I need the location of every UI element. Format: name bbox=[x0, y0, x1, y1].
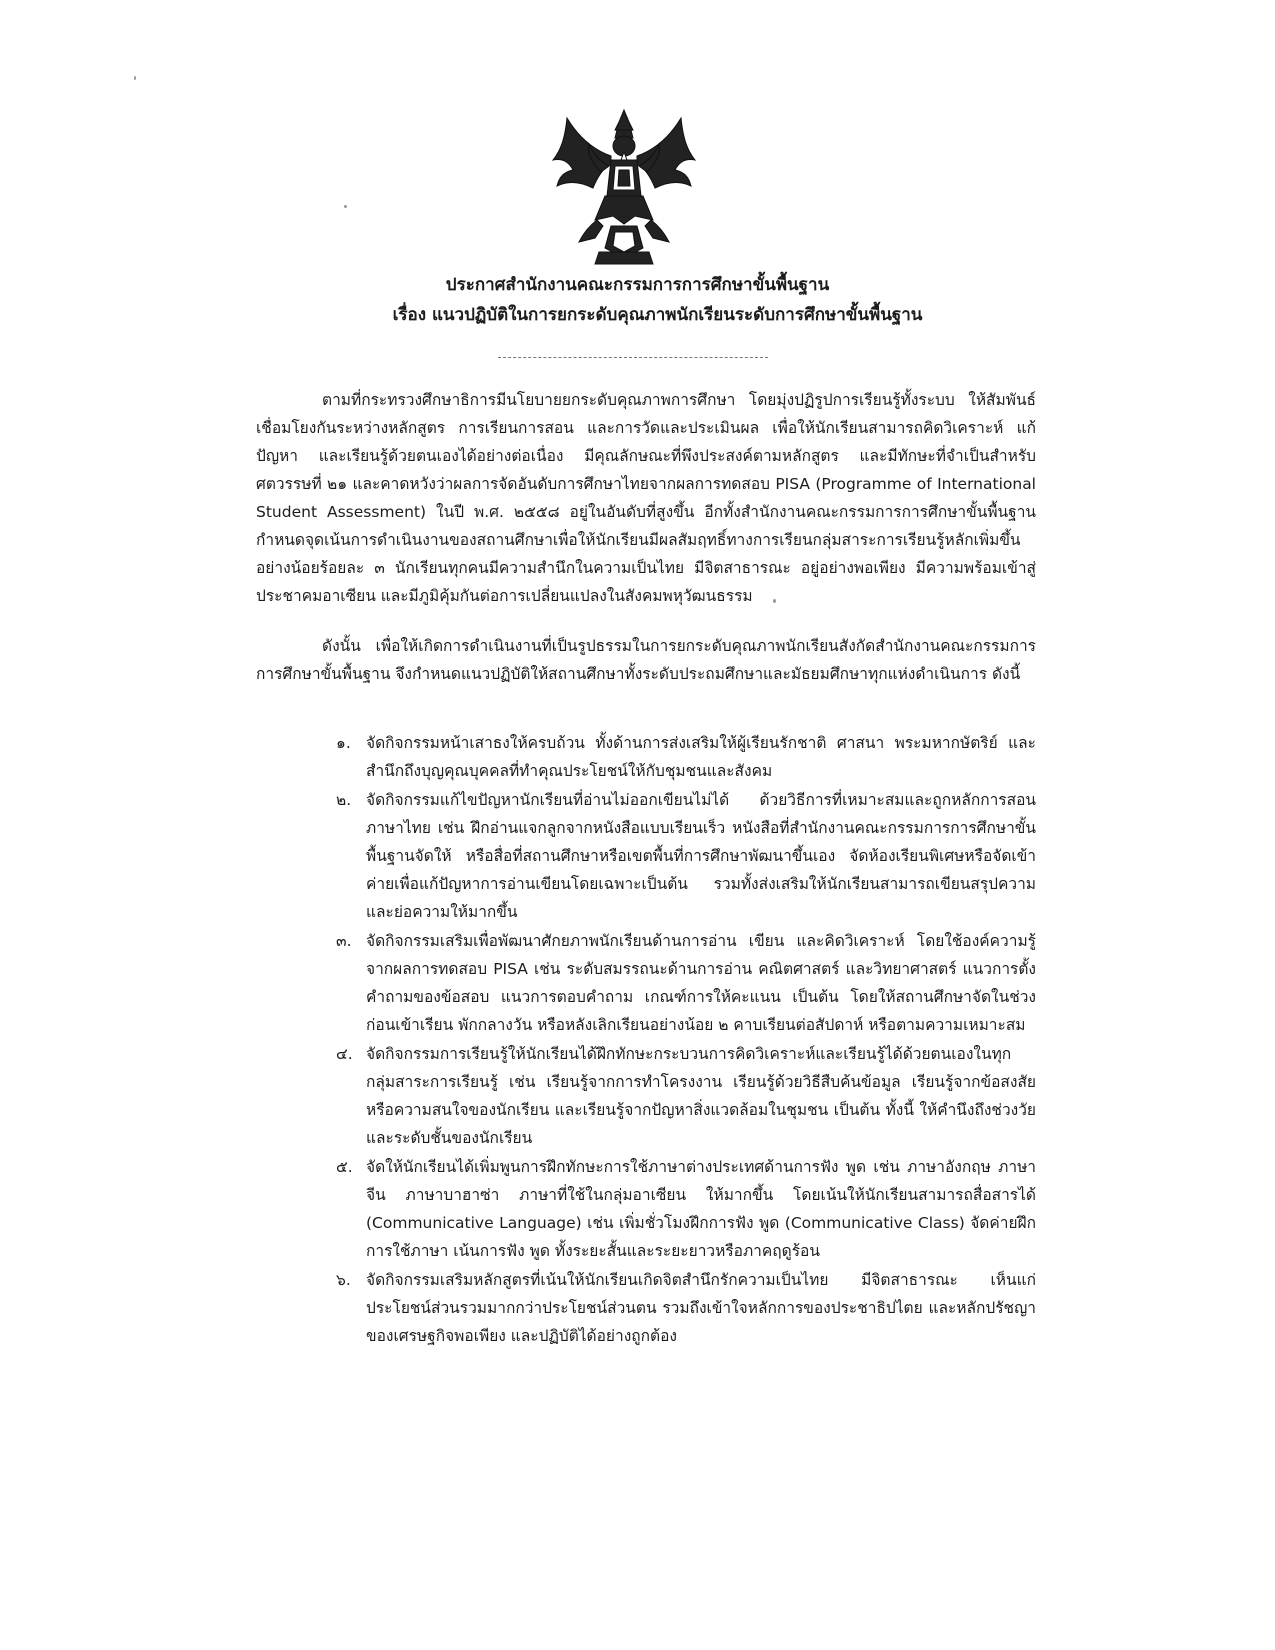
item-number: ๔. bbox=[336, 1045, 353, 1063]
list-item bbox=[336, 927, 1036, 1039]
item-number: ๖. bbox=[336, 1271, 351, 1289]
scan-speck bbox=[773, 599, 776, 603]
item-text: จัดกิจกรรมแก้ไขปัญหานักเรียนที่อ่านไม่ออกเขียนไม่ได้ ด้วยวิธีการที่เหมาะสมและถูกหลักการสอนภาษาไทย เช่น ฝึกอ่านแจกลูกจากหนังสือแบบเรียนเร็ว หนังสือที่สำนักงานคณะกรรมการการศึกษาขั้นพื้นฐานจัดให้ หรือสื่อที่สถานศึกษาหรือเขตพื้นที่การศึกษาพัฒนาขึ้นเอง จัดห้องเรียนพิเศษหรือจัดเข้าค่ายเพื่อแก้ปัญหาการอ่านเขียนโดยเฉพาะเป็นต้น รวมทั้งส่งเสริมให้นักเรียนสามารถเขียนสรุปความและย่อความให้มากขึ้น bbox=[366, 791, 1036, 921]
scan-speck bbox=[344, 205, 347, 208]
list-item bbox=[336, 729, 1036, 785]
list-item bbox=[336, 786, 1036, 926]
item-text: จัดกิจกรรมการเรียนรู้ให้นักเรียนได้ฝึกทักษะกระบวนการคิดวิเคราะห์และเรียนรู้ได้ด้วยตนเองในทุกกลุ่มสาระการเรียนรู้ เช่น เรียนรู้จากการทำโครงงาน เรียนรู้ด้วยวิธีสืบค้นข้อมูล เรียนรู้จากข้อสงสัยหรือความสนใจของนักเรียน และเรียนรู้จากปัญหาสิ่งแวดล้อมในชุมชน เป็นต้น ทั้งนี้ ให้คำนึงถึงช่วงวัยและระดับชั้นของนักเรียน bbox=[366, 1045, 1036, 1147]
item-number: ๑. bbox=[336, 734, 351, 752]
item-number: ๕. bbox=[336, 1158, 353, 1176]
item-text: จัดกิจกรรมเสริมหลักสูตรที่เน้นให้นักเรียนเกิดจิตสำนึกรักความเป็นไทย มีจิตสาธารณะ เห็นแก่ประโยชน์ส่วนรวมมากกว่าประโยชน์ส่วนตน รวมถึงเข้าใจหลักการของประชาธิปไตย และหลักปรัชญาของเศรษฐกิจพอเพียง และปฏิบัติได้อย่างถูกต้อง bbox=[366, 1271, 1036, 1345]
item-text: จัดให้นักเรียนได้เพิ่มพูนการฝึกทักษะการใช้ภาษาต่างประเทศด้านการฟัง พูด เช่น ภาษาอังกฤษ ภาษาจีน ภาษาบาฮาซ่า ภาษาที่ใช้ในกลุ่มอาเซียน ให้มากขึ้น โดยเน้นให้นักเรียนสามารถสื่อสารได้ (Communicative Language) เช่น เพิ่มชั่วโมงฝึกการฟัง พูด (Communicative Class) จัดค่ายฝึกการใช้ภาษา เน้นการฟัง พูด ทั้งระยะสั้นและระยะยาวหรือภาคฤดูร้อน bbox=[366, 1158, 1036, 1260]
item-text: จัดกิจกรรมเสริมเพื่อพัฒนาศักยภาพนักเรียนด้านการอ่าน เขียน และคิดวิเคราะห์ โดยใช้องค์ความรู้จากผลการทดสอบ PISA เช่น ระดับสมรรถนะด้านการอ่าน คณิตศาสตร์ และวิทยาศาสตร์ แนวการตั้งคำถามของข้อสอบ แนวการตอบคำถาม เกณฑ์การให้คะแนน เป็นต้น โดยให้สถานศึกษาจัดในช่วงก่อนเข้าเรียน พักกลางวัน หรือหลังเลิกเรียนอย่างน้อย ๒ คาบเรียนต่อสัปดาห์ หรือตามความเหมาะสม bbox=[366, 932, 1036, 1034]
paragraph-intro: ตามที่กระทรวงศึกษาธิการมีนโยบายยกระดับคุณภาพการศึกษา โดยมุ่งปฏิรูปการเรียนรู้ทั้งระบบ ให้สัมพันธ์เชื่อมโยงกันระหว่างหลักสูตร การเรียนการสอน และการวัดและประเมินผล เพื่อให้นักเรียนสามารถคิดวิเคราะห์ แก้ปัญหา และเรียนรู้ด้วยตนเองได้อย่างต่อเนื่อง มีคุณลักษณะที่พึงประสงค์ตามหลักสูตร และมีทักษะที่จำเป็นสำหรับศตวรรษที่ ๒๑ และคาดหวังว่าผลการจัดอันดับการศึกษาไทยจากผลการทดสอบ PISA (Programme of International Student Assessment) ในปี พ.ศ. ๒๕๕๘ อยู่ในอันดับที่สูงขึ้น อีกทั้งสำนักงานคณะกรรมการการศึกษาขั้นพื้นฐานกำหนดจุดเน้นการดำเนินงานของสถานศึกษาเพื่อให้นักเรียนมีผลสัมฤทธิ์ทางการเรียนกลุ่มสาระการเรียนรู้หลักเพิ่มขึ้นอย่างน้อยร้อยละ ๓ นักเรียนทุกคนมีความสำนึกในความเป็นไทย มีจิตสาธารณะ อยู่อย่างพอเพียง มีความพร้อมเข้าสู่ประชาคมอาเซียน และมีภูมิคุ้มกันต่อการเปลี่ยนแปลงในสังคมพหุวัฒนธรรม bbox=[256, 391, 1036, 605]
list-item bbox=[336, 1266, 1036, 1350]
issuer-title: ประกาศสำนักงานคณะกรรมการการศึกษาขั้นพื้นฐาน bbox=[445, 275, 830, 295]
scan-speck bbox=[134, 76, 136, 80]
guideline-list bbox=[336, 729, 1036, 1351]
item-number: ๒. bbox=[336, 791, 352, 809]
subject-title: เรื่อง แนวปฏิบัติในการยกระดับคุณภาพนักเรียนระดับการศึกษาขั้นพื้นฐาน bbox=[392, 305, 923, 325]
document-header bbox=[0, 270, 1275, 330]
item-number: ๓. bbox=[336, 932, 352, 950]
paragraph-directive: ดังนั้น เพื่อให้เกิดการดำเนินงานที่เป็นรูปธรรมในการยกระดับคุณภาพนักเรียนสังกัดสำนักงานคณะกรรมการการศึกษาขั้นพื้นฐาน จึงกำหนดแนวปฏิบัติให้สถานศึกษาทั้งระดับประถมศึกษาและมัธยมศึกษาทุกแห่งดำเนินการ ดังนี้ bbox=[256, 637, 1036, 683]
garuda-emblem-icon bbox=[549, 108, 699, 266]
header-divider bbox=[498, 357, 768, 358]
list-item bbox=[336, 1040, 1036, 1152]
list-item bbox=[336, 1153, 1036, 1265]
item-text: จัดกิจกรรมหน้าเสาธงให้ครบถ้วน ทั้งด้านการส่งเสริมให้ผู้เรียนรักชาติ ศาสนา พระมหากษัตริย์ และสำนึกถึงบุญคุณบุคคลที่ทำคุณประโยชน์ให้กับชุมชนและสังคม bbox=[366, 734, 1036, 780]
